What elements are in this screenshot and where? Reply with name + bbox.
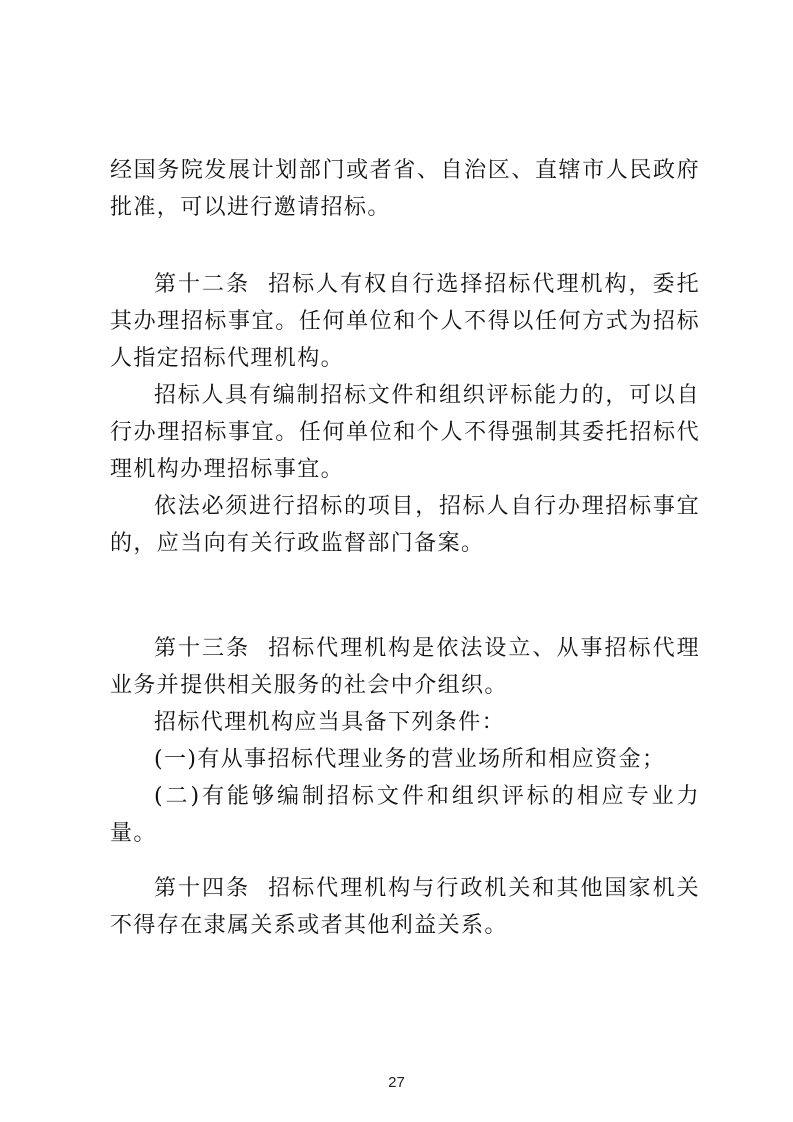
article-12: [110, 266, 700, 562]
page-number: 27: [388, 1074, 405, 1091]
article-13-text-1: 招标代理机构是依法设立、从事招标代理业务并提供相关服务的社会中介组织。: [110, 636, 701, 698]
continuation-block: [110, 152, 700, 226]
article-13-paragraph-2: 招标代理机构应当具备下列条件：: [154, 710, 506, 735]
article-14-number: 第十四条: [154, 876, 251, 901]
article-13-number: 第十三条: [154, 636, 251, 661]
article-12-text-1: 招标人有权自行选择招标代理机构，委托其办理招标事宜。任何单位和个人不得以任何方式为招标人指定招标代理机构。: [110, 272, 701, 371]
article-12-paragraph-1: [110, 266, 700, 377]
article-13-item-2: (二)有能够编制招标文件和组织评标的相应专业力量。: [110, 784, 700, 846]
article-13-paragraph-1: [110, 630, 700, 704]
article-14: [110, 870, 700, 944]
article-12-paragraph-3: 依法必须进行招标的项目，招标人自行办理招标事宜的，应当向有关行政监督部门备案。: [110, 494, 700, 556]
article-12-number: 第十二条: [154, 272, 251, 297]
article-14-paragraph-1: [110, 870, 700, 944]
article-12-paragraph-2: 招标人具有编制招标文件和组织评标能力的，可以自行办理招标事宜。任何单位和个人不得强制其委托招标代理机构办理招标事宜。: [110, 383, 700, 482]
paragraph-continuation: 经国务院发展计划部门或者省、自治区、直辖市人民政府批准，可以进行邀请招标。: [110, 158, 700, 220]
article-13: [110, 630, 700, 852]
article-14-text-1: 招标代理机构与行政机关和其他国家机关不得存在隶属关系或者其他利益关系。: [110, 876, 701, 938]
article-13-item-1: (一)有从事招标代理业务的营业场所和相应资金；: [154, 747, 666, 772]
